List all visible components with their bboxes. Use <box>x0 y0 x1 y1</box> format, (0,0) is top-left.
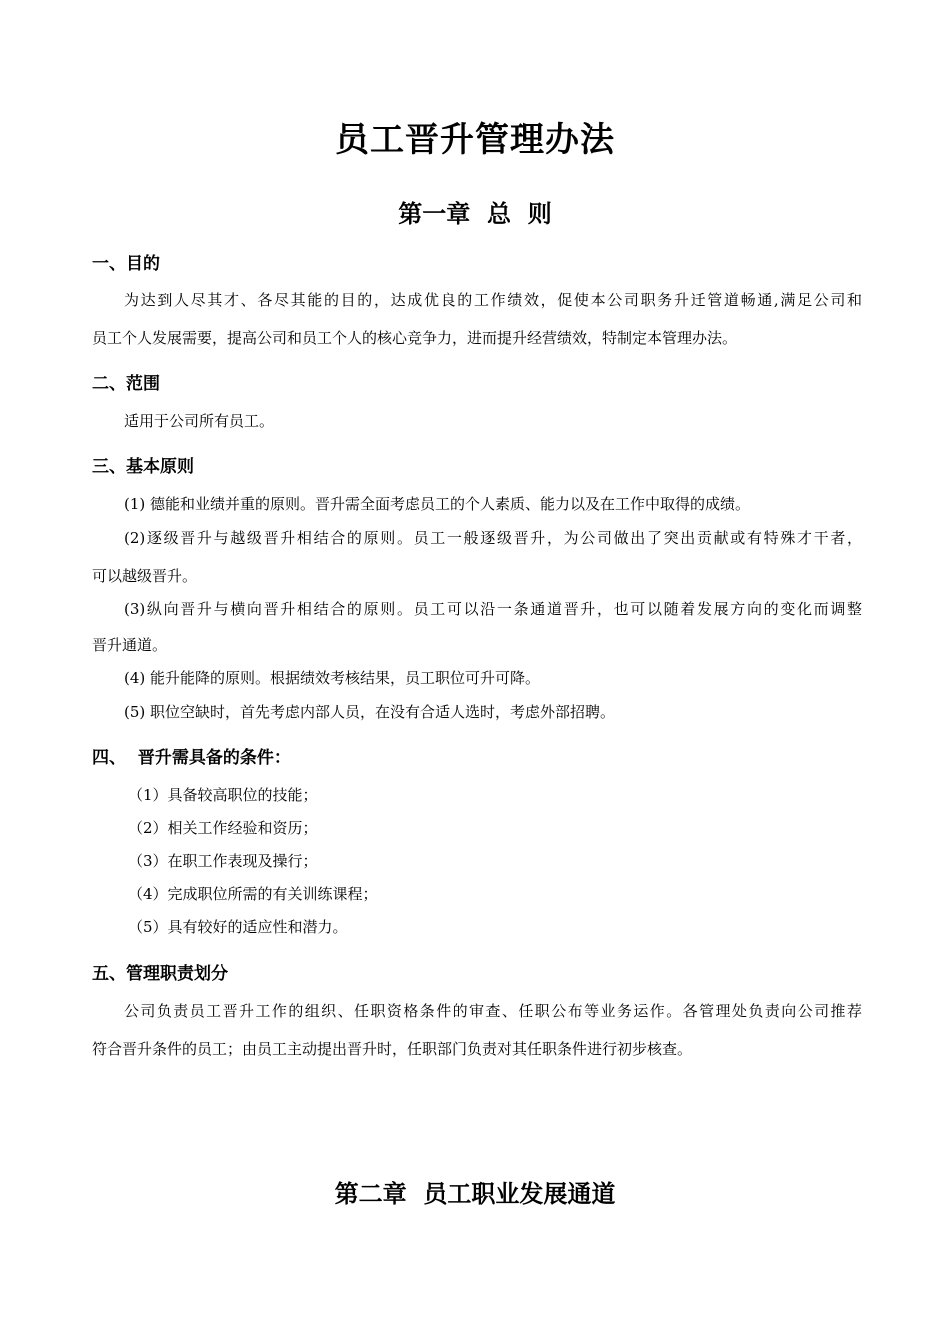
chapter-2-title: 第二章 员工职业发展通道 <box>334 1180 616 1208</box>
responsibilities-line-1: 公司负责员工晋升工作的组织、任职资格条件的审查、任职公布等业务运作。各管理处负责向公司推荐 <box>124 1002 862 1020</box>
principle-line-3: 可以越级晋升。 <box>92 567 198 585</box>
condition-item-2: （2）相关工作经验和资历； <box>128 819 318 837</box>
principle-line-7: (5) 职位空缺时，首先考虑内部人员，在没有合适人选时，考虑外部招聘。 <box>124 703 616 721</box>
principle-line-2: (2)逐级晋升与越级晋升相结合的原则。员工一般逐级晋升，为公司做出了突出贡献或有特殊才干者， <box>124 529 862 547</box>
section-responsibilities-heading: 五、管理职责划分 <box>92 964 228 984</box>
principle-line-5: 晋升通道。 <box>92 636 168 654</box>
condition-item-1: （1）具备较高职位的技能； <box>128 786 318 804</box>
section-conditions-heading: 四、 晋升需具备的条件： <box>92 748 291 768</box>
purpose-line-1: 为达到人尽其才、各尽其能的目的，达成优良的工作绩效，促使本公司职务升迁管道畅通,满足公司和 <box>124 291 862 309</box>
chapter-1-title: 第一章 总 则 <box>398 200 552 228</box>
condition-item-3: （3）在职工作表现及操行； <box>128 852 318 870</box>
responsibilities-line-2: 符合晋升条件的员工；由员工主动提出晋升时，任职部门负责对其任职条件进行初步核查。 <box>92 1040 693 1058</box>
section-purpose-heading: 一、目的 <box>92 254 160 274</box>
condition-item-5: （5）具有较好的适应性和潜力。 <box>128 918 348 936</box>
principle-line-1: (1) 德能和业绩并重的原则。晋升需全面考虑员工的个人素质、能力以及在工作中取得的成绩。 <box>124 495 751 513</box>
scope-line-1: 适用于公司所有员工。 <box>124 412 275 430</box>
principle-line-4: (3)纵向晋升与横向晋升相结合的原则。员工可以沿一条通道晋升，也可以随着发展方向的变化而调整 <box>124 600 862 618</box>
document-title: 员工晋升管理办法 <box>335 120 615 160</box>
section-scope-heading: 二、范围 <box>92 374 160 394</box>
section-principles-heading: 三、基本原则 <box>92 457 194 477</box>
condition-item-4: （4）完成职位所需的有关训练课程； <box>128 885 378 903</box>
principle-line-6: (4) 能升能降的原则。根据绩效考核结果，员工职位可升可降。 <box>124 669 541 687</box>
purpose-line-2: 员工个人发展需要，提高公司和员工个人的核心竞争力，进而提升经营绩效，特制定本管理办法。 <box>92 329 738 347</box>
